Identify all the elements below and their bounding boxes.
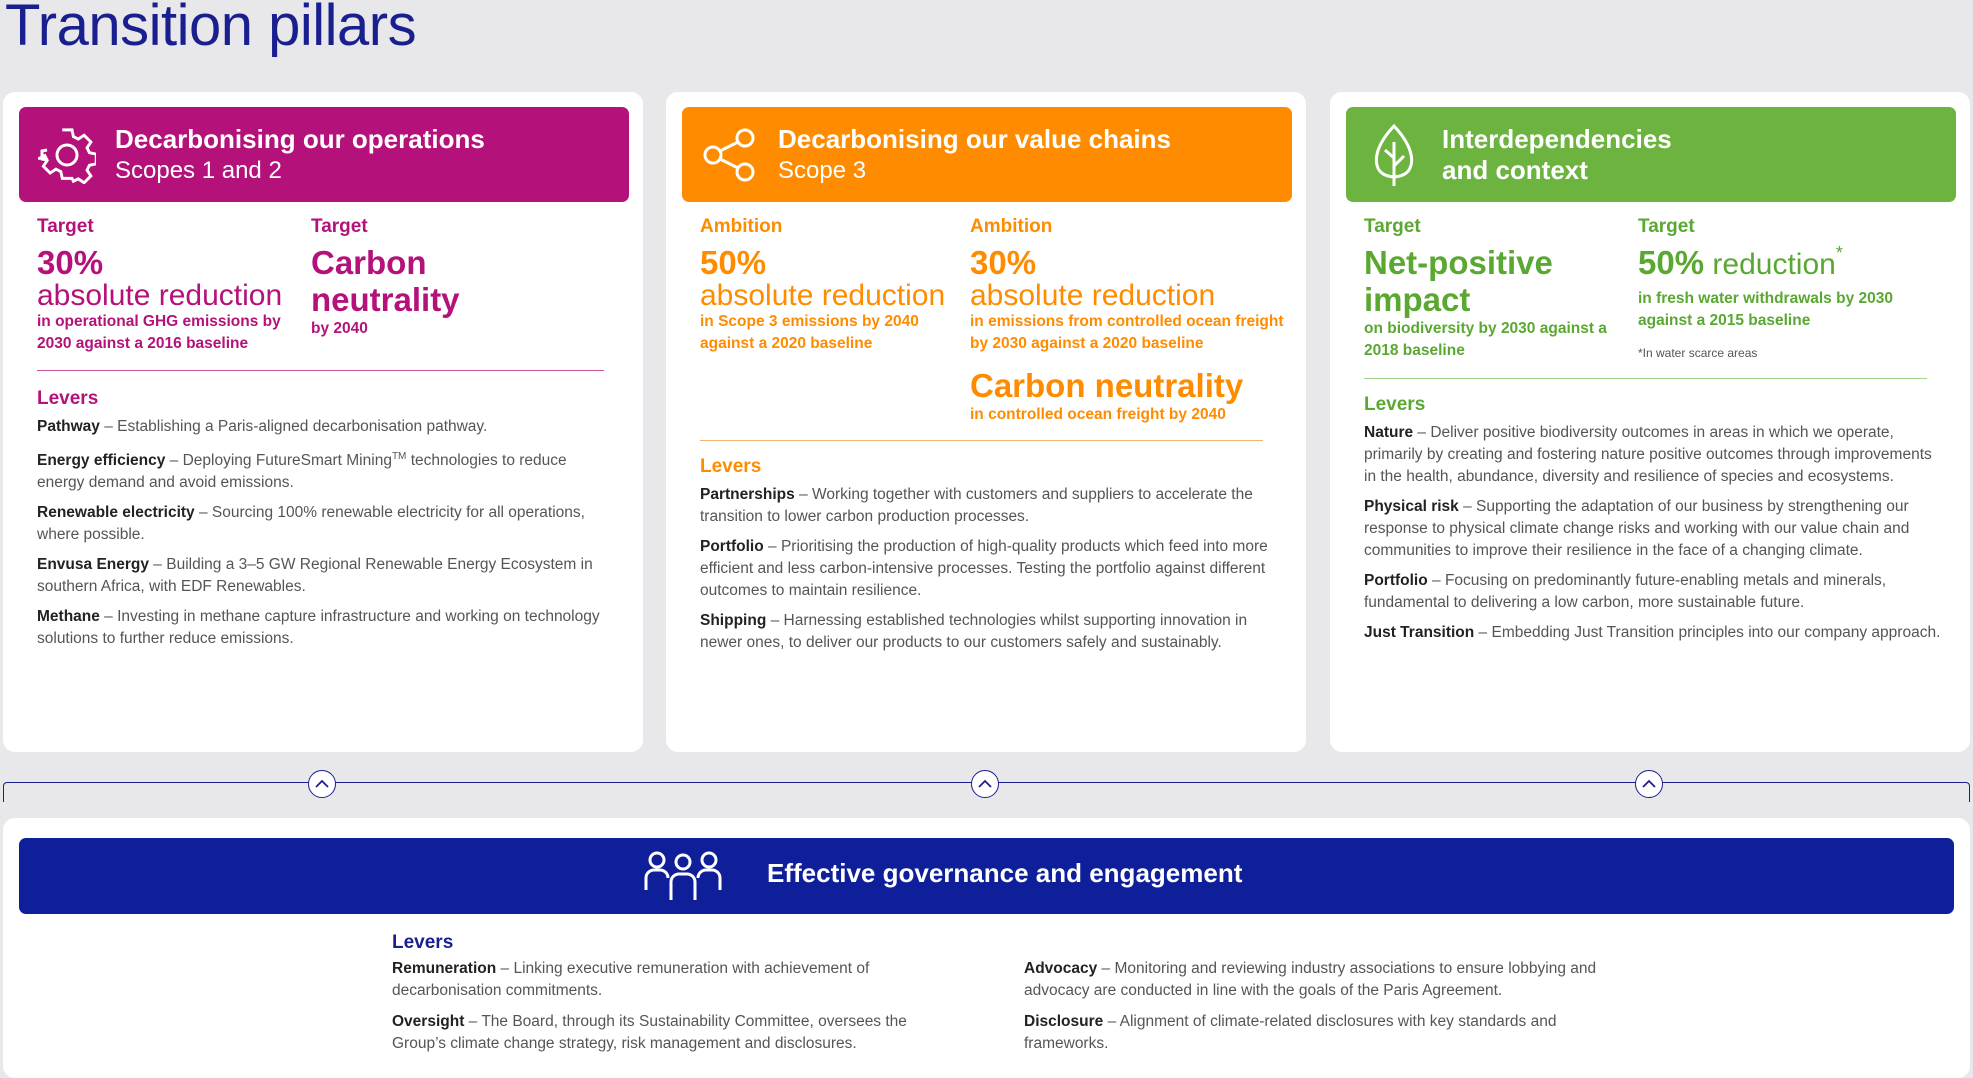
- lever-item: Disclosure – Alignment of climate-related disclosures with key standards and frameworks.: [1024, 1013, 1557, 1052]
- lever-item: Portfolio – Prioritising the production of high-quality products which feed into more efficient and less carbon-intensive processes. Testing the portfolio against different outcomes to maintain resilience.: [700, 538, 1268, 599]
- pillar-title-line1: Interdependencies: [1442, 123, 1672, 154]
- ambition-label: Ambition: [970, 216, 1053, 237]
- target-value: 50%: [1638, 244, 1705, 281]
- target-block: [1638, 216, 1928, 360]
- chevron-up-icon: [1635, 770, 1663, 798]
- governance-card: [3, 818, 1970, 1078]
- target-block: [1364, 216, 1614, 362]
- lever-item: Pathway – Establishing a Paris-aligned decarbonisation pathway.: [37, 418, 488, 435]
- target-description: by 2040: [311, 320, 368, 337]
- pillar-banner: [19, 107, 629, 202]
- ambition-label: Ambition: [700, 216, 783, 237]
- governance-levers-left: [392, 958, 952, 1064]
- people-icon: [643, 850, 723, 907]
- ambition-value-secondary: Carbon neutrality: [970, 367, 1244, 404]
- pillar-title-line2: and context: [1442, 154, 1588, 185]
- target-block: [311, 216, 511, 340]
- ambition-description: in emissions from controlled ocean freight by 2030 against a 2020 baseline: [970, 313, 1284, 352]
- chevron-up-icon: [308, 770, 336, 798]
- ambition-value: 30%: [970, 244, 1037, 281]
- leaf-icon: [1346, 107, 1442, 202]
- lever-item: Methane – Investing in methane capture infrastructure and working on technology solutions to further reduce emissions.: [37, 608, 600, 648]
- divider: [1364, 378, 1927, 379]
- lever-item: Nature – Deliver positive biodiversity outcomes in areas in which we operate, primarily by creating and fostering nature positive outcomes through improvements in the health, abundance, diversity and resilience of species and ecosystems.: [1364, 424, 1932, 485]
- pillar-card-operations: [3, 92, 643, 752]
- target-label: Target: [37, 216, 94, 237]
- ambition-block: [970, 216, 1290, 426]
- lever-item: Shipping – Harnessing established technologies whilst supporting innovation in newer ones, to deliver our products to our customers safely and sustainably.: [700, 612, 1248, 651]
- levers-title: Levers: [37, 388, 99, 409]
- target-value-text: reduction: [1704, 248, 1836, 281]
- target-label: Target: [311, 216, 368, 237]
- levers-title: Levers: [700, 456, 762, 477]
- governance-title: Effective governance and engagement: [767, 858, 1243, 888]
- divider: [700, 440, 1263, 441]
- levers-list: [700, 456, 1280, 662]
- pillar-banner: [1346, 107, 1956, 202]
- target-value: Net-positive impact: [1364, 244, 1553, 318]
- footnote: *In water scarce areas: [1638, 346, 1758, 360]
- gear-icon: [19, 107, 115, 202]
- pillar-card-interdependencies: [1330, 92, 1970, 752]
- target-label: Target: [1364, 216, 1421, 237]
- target-label: Target: [1638, 216, 1695, 237]
- lever-item: Renewable electricity – Sourcing 100% renewable electricity for all operations, where possible.: [37, 504, 585, 544]
- divider: [37, 370, 604, 371]
- governance-banner: [19, 838, 1954, 914]
- lever-item: Energy efficiency – Deploying FutureSmart Mining™ technologies to reduce energy demand and avoid emissions.: [37, 451, 567, 492]
- levers-title: Levers: [392, 932, 454, 953]
- target-description: in operational GHG emissions by 2030 against a 2016 baseline: [37, 313, 281, 352]
- governance-levers-right: [1024, 958, 1624, 1064]
- target-value: Carbon neutrality: [311, 244, 460, 318]
- ambition-value-text: absolute reduction: [700, 279, 946, 312]
- levers-list: [1364, 394, 1944, 652]
- target-block: [37, 216, 307, 355]
- ambition-description: in Scope 3 emissions by 2040 against a 2020 baseline: [700, 313, 919, 352]
- ambition-value: 50%: [700, 244, 767, 281]
- lever-item: Partnerships – Working together with customers and suppliers to accelerate the transition to lower carbon production processes.: [700, 486, 1253, 525]
- chevron-up-icon: [971, 770, 999, 798]
- lever-item: Just Transition – Embedding Just Transition principles into our company approach.: [1364, 624, 1941, 641]
- target-value-text: absolute reduction: [37, 279, 283, 312]
- pillar-card-value-chains: [666, 92, 1306, 752]
- footnote-marker: *: [1835, 243, 1843, 263]
- pillar-title: Decarbonising our operations: [115, 123, 485, 154]
- lever-item: Envusa Energy – Building a 3–5 GW Regional Renewable Energy Ecosystem in southern Africa, with EDF Renewables.: [37, 556, 593, 596]
- lever-item: Portfolio – Focusing on predominantly future-enabling metals and minerals, fundamental to delivering a low carbon, more sustainable future.: [1364, 572, 1887, 611]
- pillar-subtitle: Scopes 1 and 2: [115, 156, 282, 184]
- lever-item: Remuneration – Linking executive remuneration with achievement of decarbonisation commitments.: [392, 960, 870, 999]
- pillar-banner: [682, 107, 1292, 202]
- ambition-block: [700, 216, 960, 355]
- target-description: on biodiversity by 2030 against a 2018 baseline: [1364, 320, 1607, 359]
- lever-item: Advocacy – Monitoring and reviewing industry associations to ensure lobbying and advocacy are conducted in line with the goals of the Paris Agreement.: [1024, 960, 1597, 999]
- share-icon: [682, 107, 778, 202]
- pillar-subtitle: Scope 3: [778, 156, 867, 184]
- pillar-title: Decarbonising our value chains: [778, 123, 1171, 154]
- lever-item: Oversight – The Board, through its Sustainability Committee, oversees the Group’s climate change strategy, risk management and disclosures.: [392, 1013, 907, 1052]
- page-title: Transition pillars: [5, 0, 417, 58]
- levers-title: Levers: [1364, 394, 1426, 415]
- ambition-description-secondary: in controlled ocean freight by 2040: [970, 406, 1226, 423]
- lever-item: Physical risk – Supporting the adaptation of our business by strengthening our response to physical climate change risks and working with our value chain and communities to improve their resilience in the face of a changing climate.: [1364, 498, 1910, 559]
- target-description: in fresh water withdrawals by 2030 against a 2015 baseline: [1638, 290, 1893, 329]
- ambition-value-text: absolute reduction: [970, 279, 1216, 312]
- target-value: 30%: [37, 244, 104, 281]
- levers-list: [37, 388, 617, 658]
